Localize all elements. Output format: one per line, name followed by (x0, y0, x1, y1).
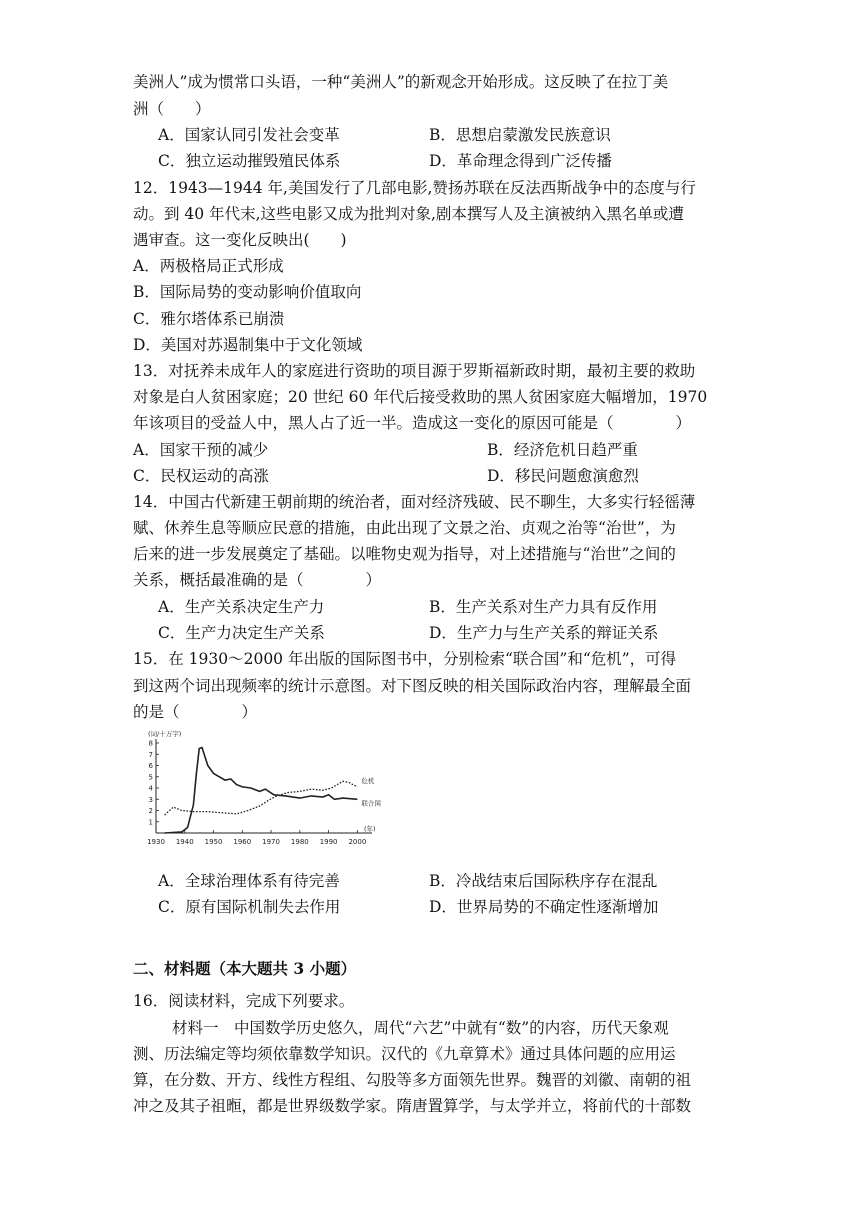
x-axis-label: (年) (364, 825, 376, 833)
q12-line-2: 动。到 40 年代末,这些电影又成为批判对象,剧本撰写人及主演被纳入黑名单或遭 (133, 205, 684, 223)
q14-option-c: C．生产力决定生产关系 (158, 624, 325, 642)
y-tick-label: 8 (148, 739, 153, 748)
q16-material-line-2: 测、历法编定等均须依靠数学知识。汉代的《九章算术》通过具体问题的应用运 (133, 1045, 676, 1063)
q11-option-b: B．思想启蒙激发民族意识 (429, 126, 611, 144)
q12-option-c: C．雅尔塔体系已崩溃 (133, 310, 285, 328)
q11-option-a: A．国家认同引发社会变革 (158, 126, 340, 144)
q13-option-d: D．移民问题愈演愈烈 (487, 467, 639, 485)
q14-line-2: 赋、休养生息等顺应民意的措施，由此出现了文景之治、贞观之治等“治世”，为 (133, 519, 676, 537)
chart-axes (156, 739, 372, 833)
series-label-1: 联合国 (361, 799, 381, 808)
q12-option-a: A．两极格局正式形成 (133, 257, 284, 275)
q12-line-1: 12．1943—1944 年,美国发行了几部电影,赞扬苏联在反法西斯战争中的态度与行 (133, 179, 696, 197)
series-label-0: 危机 (361, 776, 375, 785)
y-tick-label: 6 (148, 762, 153, 770)
q14-option-b: B．生产关系对生产力具有反作用 (429, 598, 658, 616)
q16-material-line-3: 算，在分数、开方、线性方程组、勾股等多方面领先世界。魏晋的刘徽、南朝的祖 (133, 1071, 692, 1089)
q15-option-a: A．全球治理体系有待完善 (158, 872, 340, 890)
q15-option-c: C．原有国际机制失去作用 (158, 898, 341, 916)
q13-line-3: 年该项目的受益人中，黑人占了近一半。造成这一变化的原因可能是（ ） (133, 414, 692, 432)
frequency-line-chart (144, 727, 381, 853)
q15-line-2: 到这两个词出现频率的统计示意图。对下图反映的相关国际政治内容，理解最全面 (133, 677, 692, 695)
x-tick-label: 1940 (175, 838, 194, 846)
q14-option-a: A．生产关系决定生产力 (158, 598, 325, 616)
q14-line-3: 后来的进一步发展奠定了基础。以唯物史观为指导，对上述措施与“治世”之间的 (133, 545, 676, 563)
q15-line-1: 15．在 1930～2000 年出版的国际图书中，分别检索“联合国”和“危机”，可得 (133, 650, 677, 668)
q15-line-3: 的是（ ） (133, 703, 258, 721)
q14-line-1: 14．中国古代新建王朝前期的统治者，面对经济残破、民不聊生，大多实行轻徭薄 (133, 493, 696, 511)
x-tick-label: 1950 (204, 838, 223, 846)
y-axis-label: (词/十万字) (148, 730, 182, 738)
q16-material-line-4: 冲之及其子祖暅，都是世界级数学家。隋唐置算学，与太学并立，将前代的十部数 (133, 1097, 692, 1115)
y-tick-label: 7 (148, 750, 153, 759)
q13-option-c: C．民权运动的高涨 (133, 467, 269, 485)
q12-option-d: D．美国对苏遏制集中于文化领域 (133, 336, 363, 354)
x-tick-label: 1990 (319, 838, 338, 846)
q11-option-d: D．革命理念得到广泛传播 (429, 152, 612, 170)
series-line-1 (165, 748, 358, 834)
x-tick-label: 1970 (262, 838, 280, 846)
q11-line-1: 美洲人”成为惯常口头语，一种“美洲人”的新观念开始形成。这反映了在拉丁美 (133, 73, 669, 91)
x-tick-label: 1960 (233, 838, 252, 846)
y-tick-label: 3 (148, 795, 153, 804)
x-tick-label: 1930 (147, 838, 165, 846)
q11-line-2: 洲（ ） (133, 100, 211, 118)
q12-option-b: B．国际局势的变动影响价值取向 (133, 283, 362, 301)
q16-material-line-1: 材料一 中国数学历史悠久，周代“六艺”中就有“数”的内容，历代天象观 (172, 1019, 669, 1037)
q13-line-1: 13．对抚养未成年人的家庭进行资助的项目源于罗斯福新政时期，最初主要的救助 (133, 362, 696, 380)
q13-line-2: 对象是白人贫困家庭；20 世纪 60 年代后接受救助的黑人贫困家庭大幅增加，1970 (133, 388, 708, 406)
x-tick-label: 1980 (290, 838, 309, 846)
chart-series (165, 748, 358, 834)
section-2-title: 二、材料题（本大题共 3 小题） (133, 959, 357, 978)
q11-option-c: C．独立运动摧毁殖民体系 (158, 152, 341, 170)
chart-labels (147, 729, 381, 846)
q14-line-4: 关系，概括最准确的是（ ） (133, 571, 382, 589)
q12-line-3: 遇审查。这一变化反映出( ) (133, 231, 347, 249)
q16-intro: 16．阅读材料，完成下列要求。 (133, 992, 355, 1010)
y-tick-label: 1 (148, 818, 153, 827)
q15-option-d: D．世界局势的不确定性逐渐增加 (429, 898, 659, 916)
q13-option-a: A．国家干预的减少 (133, 441, 269, 459)
y-tick-label: 5 (148, 773, 153, 782)
y-tick-label: 4 (148, 784, 153, 793)
y-tick-label: 2 (148, 807, 153, 815)
x-tick-label: 2000 (348, 838, 367, 846)
q14-option-d: D．生产力与生产关系的辩证关系 (429, 624, 659, 642)
q13-option-b: B．经济危机日趋严重 (487, 441, 638, 459)
q15-option-b: B．冷战结束后国际秩序存在混乱 (429, 872, 658, 890)
